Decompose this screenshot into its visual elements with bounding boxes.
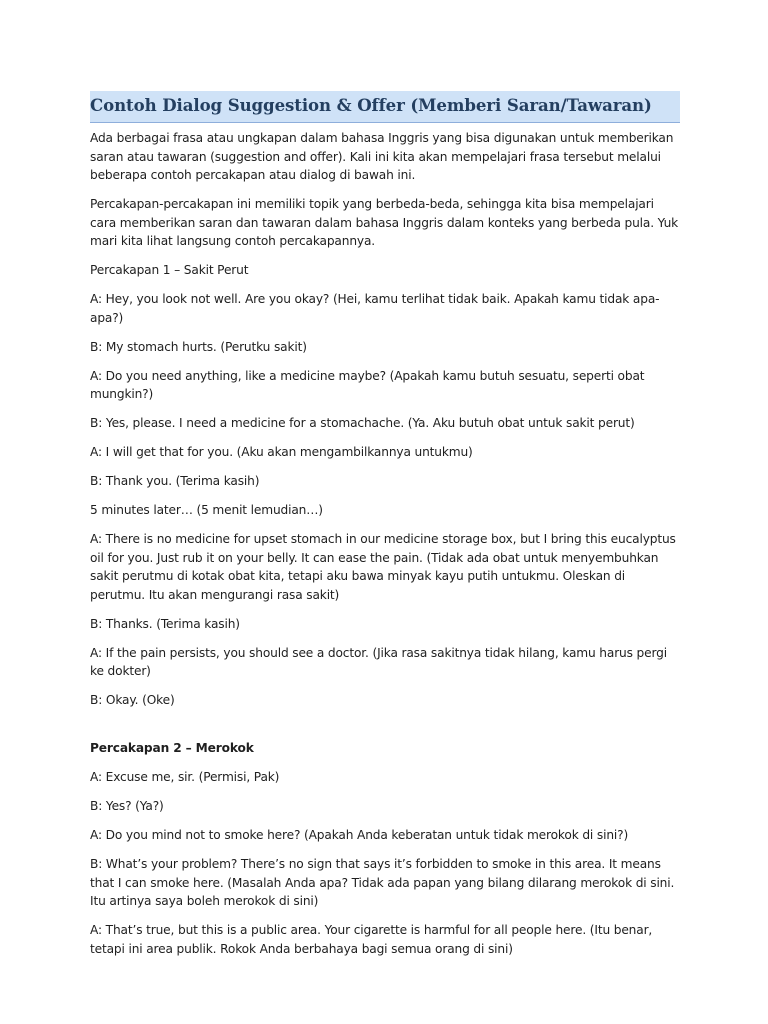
document-body xyxy=(90,91,680,969)
dialog-line: A: There is no medicine for upset stomach in our medicine storage box, but I bring this eucalyptus oil for you. Just rub it on your belly. It can ease the pain. (Tidak ada obat untuk menyembuhkan sakit perutmu di kotak obat kita, tetapi aku bawa minyak kayu putih untukmu. Oleskan di perutmu. Itu akan mengurangi rasa sakit) xyxy=(90,532,676,602)
dialog-line: A: Hey, you look not well. Are you okay? (Hei, kamu terlihat tidak baik. Apakah kamu tidak apa-apa?) xyxy=(90,292,660,325)
page-title: Contoh Dialog Suggestion & Offer (Memberi Saran/Tawaran) xyxy=(90,95,652,115)
dialog-line: A: That’s true, but this is a public area. Your cigarette is harmful for all people here. (Itu benar, tetapi ini area publik. Rokok Anda berbahaya bagi semua orang di sini) xyxy=(90,923,653,956)
dialog-line: A: Do you need anything, like a medicine maybe? (Apakah kamu butuh sesuatu, seperti obat mungkin?) xyxy=(90,368,645,401)
dialog-line: B: My stomach hurts. (Perutku sakit) xyxy=(90,339,307,354)
conversation-1-heading: Percakapan 1 – Sakit Perut xyxy=(90,263,249,277)
dialog-line: 5 minutes later… (5 menit lemudian…) xyxy=(90,503,323,517)
dialog-line: B: Yes? (Ya?) xyxy=(90,799,164,813)
intro-paragraph-1: Ada berbagai frasa atau ungkapan dalam bahasa Inggris yang bisa digunakan untuk memberikan saran atau tawaran (suggestion and offer). Kali ini kita akan mempelajari frasa tersebut melalui beberapa contoh percakapan atau dialog di bawah ini. xyxy=(90,131,674,182)
dialog-line: A: Do you mind not to smoke here? (Apakah Anda keberatan untuk tidak merokok di sini?) xyxy=(90,828,629,842)
dialog-line: B: What’s your problem? There’s no sign that says it’s forbidden to smoke in this area. It means that I can smoke here. (Masalah Anda apa? Tidak ada papan yang bilang dilarang merokok di sini. Itu artinya saya boleh merokok di sini) xyxy=(90,857,675,908)
section-spacer xyxy=(90,720,680,739)
dialog-line: A: I will get that for you. (Aku akan mengambilkannya untukmu) xyxy=(90,445,473,459)
dialog-line: A: If the pain persists, you should see a doctor. (Jika rasa sakitnya tidak hilang, kamu harus pergi ke dokter) xyxy=(90,645,667,678)
dialog-line: B: Thank you. (Terima kasih) xyxy=(90,474,260,488)
dialog-line: B: Thanks. (Terima kasih) xyxy=(90,616,240,631)
title-bar xyxy=(90,91,680,123)
dialog-line: A: Excuse me, sir. (Permisi, Pak) xyxy=(90,770,280,784)
dialog-line: B: Okay. (Oke) xyxy=(90,693,175,707)
intro-paragraph-2: Percakapan-percakapan ini memiliki topik yang berbeda-beda, sehingga kita bisa mempelajari cara memberikan saran dan tawaran dalam bahasa Inggris dalam konteks yang berbeda pula. Yuk mari kita lihat langsung contoh percakapannya. xyxy=(90,197,679,248)
dialog-line: B: Yes, please. I need a medicine for a stomachache. (Ya. Aku butuh obat untuk sakit perut) xyxy=(90,416,635,430)
conversation-2-heading: Percakapan 2 – Merokok xyxy=(90,741,254,755)
